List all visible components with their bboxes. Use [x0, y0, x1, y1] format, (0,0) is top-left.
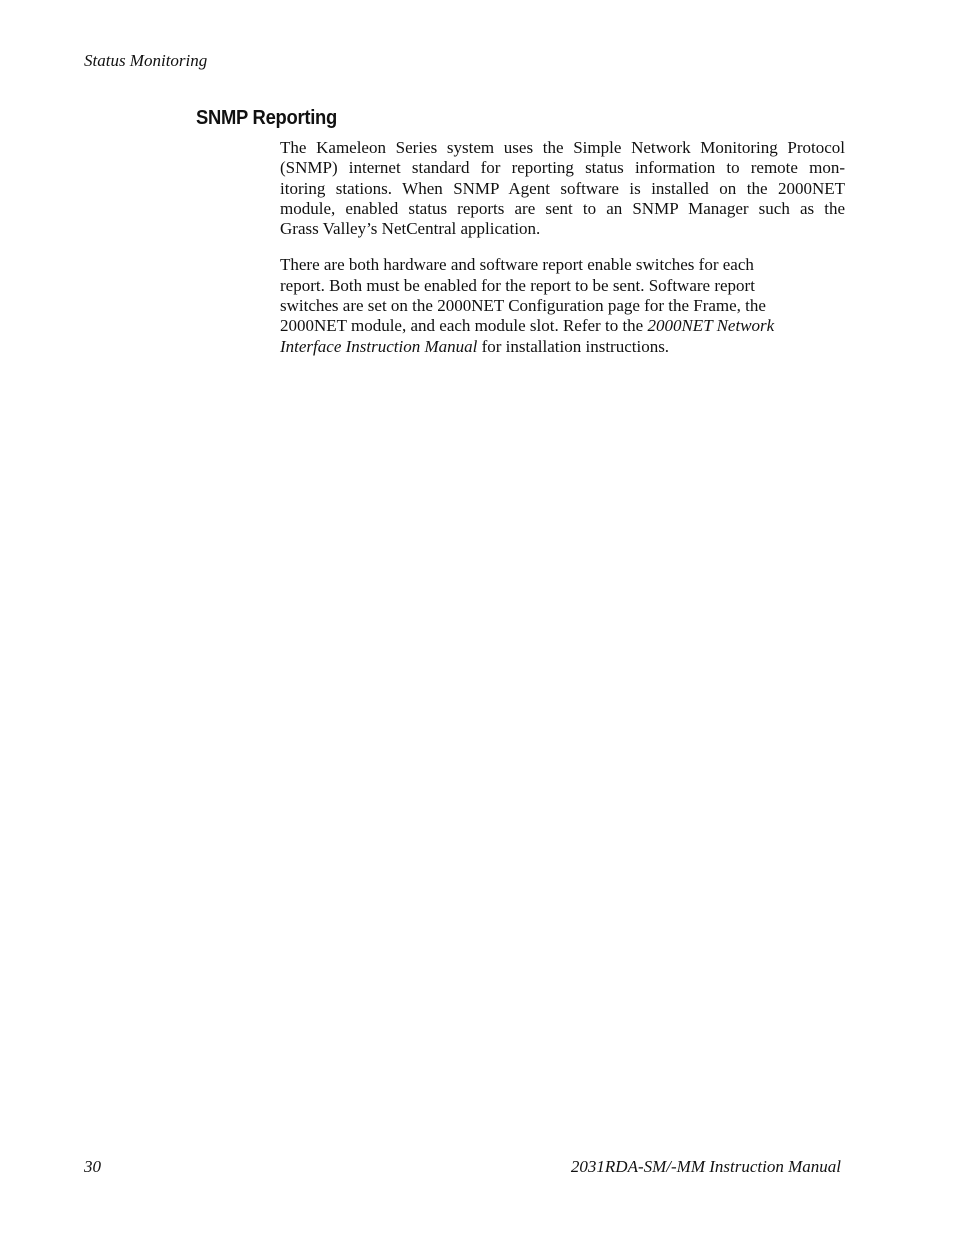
text-line: module, enabled status reports are sent to an SNMP Manager such as the	[280, 198, 845, 218]
text-line: switches are set on the 2000NET Configuration page for the Frame, the	[280, 296, 766, 316]
text-line: report. Both must be enabled for the report to be sent. Software report	[280, 275, 755, 295]
text-line: Grass Valley’s NetCentral application.	[280, 219, 541, 239]
page-number: 30	[84, 1157, 101, 1176]
paragraph-snmp-intro	[280, 138, 845, 239]
footer-document-title: 2031RDA-SM/-MM Instruction Manual	[570, 1157, 841, 1176]
text-line: itoring stations. When SNMP Agent software is installed on the 2000NET	[280, 178, 845, 198]
running-header: Status Monitoring	[84, 51, 208, 70]
manual-reference: 2000NET Network	[647, 316, 775, 336]
text-run: 2000NET module, and each module slot. Refer to the	[280, 316, 648, 336]
body-text	[280, 138, 845, 357]
text-line	[280, 316, 845, 336]
section-heading: SNMP Reporting	[196, 107, 337, 129]
text-line: There are both hardware and software report enable switches for each	[280, 255, 754, 275]
text-run: for installation instructions.	[477, 336, 670, 356]
text-line: (SNMP) internet standard for reporting status information to remote mon-	[280, 158, 845, 178]
manual-reference: Interface Instruction Manual	[280, 336, 478, 356]
text-line	[280, 337, 845, 357]
text-line: The Kameleon Series system uses the Simple Network Monitoring Protocol	[280, 138, 845, 157]
paragraph-report-switches	[280, 255, 845, 356]
